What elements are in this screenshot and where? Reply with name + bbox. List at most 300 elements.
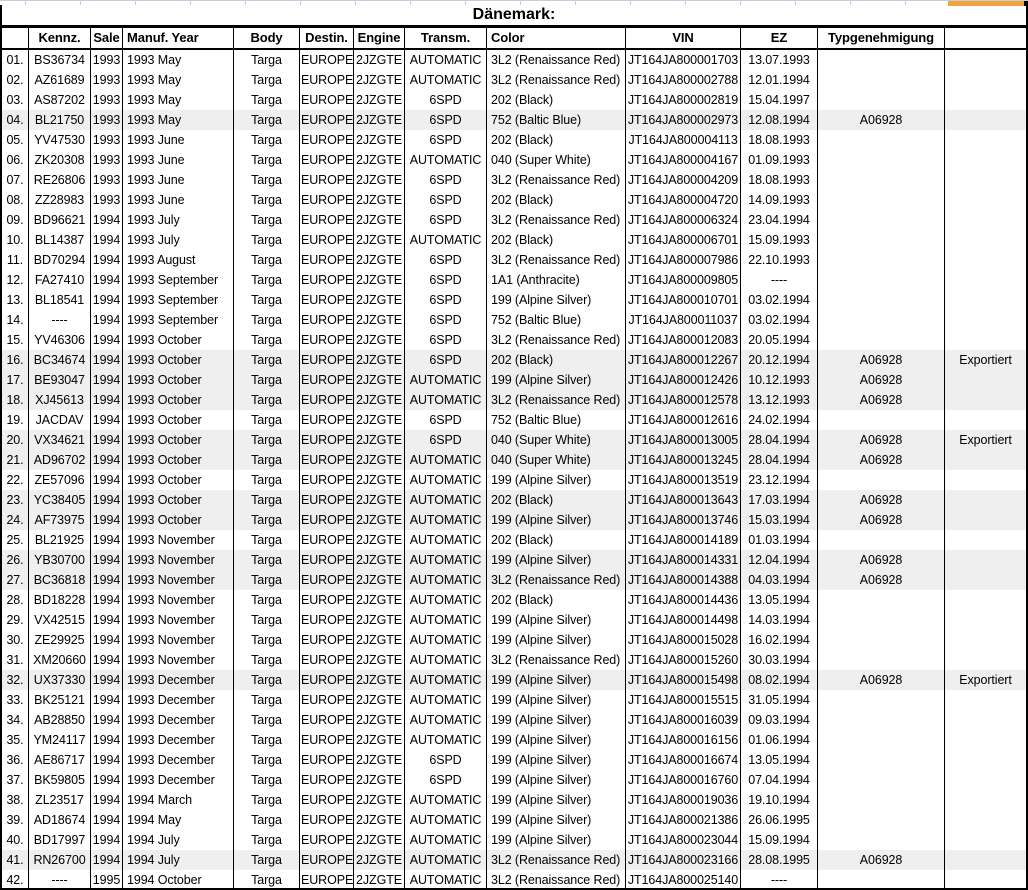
cell-color[interactable]: 199 (Alpine Silver) bbox=[487, 550, 626, 570]
cell-rownum[interactable]: 19. bbox=[2, 410, 29, 430]
cell-vin[interactable]: JT164JA800013643 bbox=[626, 490, 741, 510]
cell-destin[interactable]: EUROPE bbox=[300, 510, 354, 530]
cell-destin[interactable]: EUROPE bbox=[300, 170, 354, 190]
cell-sale[interactable]: 1993 bbox=[91, 90, 123, 110]
cell-note[interactable]: Exportiert bbox=[959, 433, 1012, 447]
cell-rownum[interactable]: 09. bbox=[2, 210, 29, 230]
cell-kennz[interactable]: AF73975 bbox=[29, 510, 91, 530]
cell-manuf-year[interactable]: 1993 May bbox=[123, 90, 234, 110]
cell-body[interactable]: Targa bbox=[234, 350, 300, 370]
cell-kennz[interactable]: AS87202 bbox=[29, 90, 91, 110]
cell-manuf-year[interactable]: 1993 July bbox=[123, 230, 234, 250]
cell-engine[interactable]: 2JZGTE bbox=[354, 330, 405, 350]
cell-manuf-year[interactable]: 1993 December bbox=[123, 750, 234, 770]
cell-kennz[interactable]: RN26700 bbox=[29, 850, 91, 870]
cell-kennz[interactable]: YV47530 bbox=[29, 130, 91, 150]
cell-manuf-year[interactable]: 1993 October bbox=[123, 330, 234, 350]
cell-body[interactable]: Targa bbox=[234, 850, 300, 870]
cell-note[interactable] bbox=[945, 310, 1026, 330]
cell-vin[interactable]: JT164JA800023166 bbox=[626, 850, 741, 870]
cell-transm[interactable]: 6SPD bbox=[405, 330, 487, 350]
cell-vin[interactable]: JT164JA800014189 bbox=[626, 530, 741, 550]
cell-color[interactable]: 199 (Alpine Silver) bbox=[487, 510, 626, 530]
cell-destin[interactable]: EUROPE bbox=[300, 790, 354, 810]
cell-manuf-year[interactable]: 1993 October bbox=[123, 370, 234, 390]
cell-sale[interactable]: 1993 bbox=[91, 190, 123, 210]
cell-vin[interactable]: JT164JA800015260 bbox=[626, 650, 741, 670]
cell-note[interactable] bbox=[945, 470, 1026, 490]
cell-color[interactable]: 3L2 (Renaissance Red) bbox=[487, 870, 626, 890]
cell-sale[interactable]: 1994 bbox=[91, 830, 123, 850]
cell-note[interactable] bbox=[945, 830, 1026, 850]
cell-sale[interactable]: 1993 bbox=[91, 50, 123, 70]
cell-engine[interactable]: 2JZGTE bbox=[354, 510, 405, 530]
cell-color[interactable]: 202 (Black) bbox=[487, 590, 626, 610]
cell-manuf-year[interactable]: 1993 October bbox=[123, 470, 234, 490]
cell-sale[interactable]: 1994 bbox=[91, 810, 123, 830]
cell-color[interactable]: 3L2 (Renaissance Red) bbox=[487, 210, 626, 230]
cell-ez[interactable]: 07.04.1994 bbox=[741, 770, 818, 790]
cell-manuf-year[interactable]: 1993 October bbox=[123, 390, 234, 410]
cell-destin[interactable]: EUROPE bbox=[300, 410, 354, 430]
cell-sale[interactable]: 1994 bbox=[91, 850, 123, 870]
column-header-manuf-year[interactable]: Manuf. Year bbox=[123, 28, 234, 48]
cell-vin[interactable]: JT164JA800014498 bbox=[626, 610, 741, 630]
cell-kennz[interactable]: BD70294 bbox=[29, 250, 91, 270]
cell-engine[interactable]: 2JZGTE bbox=[354, 270, 405, 290]
cell-vin[interactable]: JT164JA800013746 bbox=[626, 510, 741, 530]
cell-transm[interactable]: 6SPD bbox=[405, 210, 487, 230]
cell-color[interactable]: 3L2 (Renaissance Red) bbox=[487, 390, 626, 410]
cell-kennz[interactable]: BD17997 bbox=[29, 830, 91, 850]
cell-color[interactable]: 199 (Alpine Silver) bbox=[487, 690, 626, 710]
cell-manuf-year[interactable]: 1993 August bbox=[123, 250, 234, 270]
cell-rownum[interactable]: 23. bbox=[2, 490, 29, 510]
cell-engine[interactable]: 2JZGTE bbox=[354, 570, 405, 590]
column-header-body[interactable]: Body bbox=[234, 28, 300, 48]
cell-vin[interactable]: JT164JA800012426 bbox=[626, 370, 741, 390]
cell-typgenehmigung[interactable] bbox=[818, 330, 945, 350]
cell-destin[interactable]: EUROPE bbox=[300, 730, 354, 750]
cell-destin[interactable]: EUROPE bbox=[300, 270, 354, 290]
cell-engine[interactable]: 2JZGTE bbox=[354, 470, 405, 490]
cell-typgenehmigung[interactable] bbox=[818, 830, 945, 850]
cell-sale[interactable]: 1994 bbox=[91, 230, 123, 250]
cell-sale[interactable]: 1994 bbox=[91, 670, 123, 690]
cell-transm[interactable]: AUTOMATIC bbox=[405, 650, 487, 670]
cell-rownum[interactable]: 29. bbox=[2, 610, 29, 630]
column-header-transm[interactable]: Transm. bbox=[405, 28, 487, 48]
cell-kennz[interactable]: ---- bbox=[29, 870, 91, 890]
cell-sale[interactable]: 1994 bbox=[91, 530, 123, 550]
cell-body[interactable]: Targa bbox=[234, 590, 300, 610]
cell-manuf-year[interactable]: 1993 October bbox=[123, 450, 234, 470]
cell-transm[interactable]: AUTOMATIC bbox=[405, 710, 487, 730]
cell-body[interactable]: Targa bbox=[234, 830, 300, 850]
cell-transm[interactable]: 6SPD bbox=[405, 90, 487, 110]
cell-transm[interactable]: AUTOMATIC bbox=[405, 490, 487, 510]
cell-body[interactable]: Targa bbox=[234, 270, 300, 290]
cell-manuf-year[interactable]: 1993 October bbox=[123, 430, 234, 450]
cell-body[interactable]: Targa bbox=[234, 430, 300, 450]
cell-note[interactable] bbox=[945, 390, 1026, 410]
cell-color[interactable]: 3L2 (Renaissance Red) bbox=[487, 250, 626, 270]
cell-ez[interactable]: 22.10.1993 bbox=[741, 250, 818, 270]
column-header-rownum[interactable] bbox=[2, 28, 29, 48]
cell-rownum[interactable]: 33. bbox=[2, 690, 29, 710]
cell-typgenehmigung[interactable]: A06928 bbox=[818, 350, 945, 370]
cell-destin[interactable]: EUROPE bbox=[300, 430, 354, 450]
cell-body[interactable]: Targa bbox=[234, 150, 300, 170]
cell-rownum[interactable]: 05. bbox=[2, 130, 29, 150]
cell-typgenehmigung[interactable] bbox=[818, 170, 945, 190]
cell-typgenehmigung[interactable]: A06928 bbox=[818, 450, 945, 470]
cell-rownum[interactable]: 28. bbox=[2, 590, 29, 610]
cell-typgenehmigung[interactable] bbox=[818, 590, 945, 610]
cell-color[interactable]: 199 (Alpine Silver) bbox=[487, 370, 626, 390]
cell-kennz[interactable]: AD18674 bbox=[29, 810, 91, 830]
cell-body[interactable]: Targa bbox=[234, 170, 300, 190]
cell-vin[interactable]: JT164JA800015498 bbox=[626, 670, 741, 690]
cell-vin[interactable]: JT164JA800016760 bbox=[626, 770, 741, 790]
cell-ez[interactable]: 20.12.1994 bbox=[741, 350, 818, 370]
cell-engine[interactable]: 2JZGTE bbox=[354, 150, 405, 170]
cell-note[interactable] bbox=[945, 250, 1026, 270]
cell-kennz[interactable]: BL21925 bbox=[29, 530, 91, 550]
cell-kennz[interactable]: BK59805 bbox=[29, 770, 91, 790]
column-header-ez[interactable]: EZ bbox=[741, 28, 818, 48]
cell-typgenehmigung[interactable]: A06928 bbox=[818, 490, 945, 510]
cell-manuf-year[interactable]: 1993 September bbox=[123, 270, 234, 290]
cell-ez[interactable]: 18.08.1993 bbox=[741, 130, 818, 150]
cell-ez[interactable]: 13.05.1994 bbox=[741, 590, 818, 610]
cell-sale[interactable]: 1993 bbox=[91, 150, 123, 170]
cell-body[interactable]: Targa bbox=[234, 450, 300, 470]
cell-kennz[interactable]: BD96621 bbox=[29, 210, 91, 230]
cell-ez[interactable]: 31.05.1994 bbox=[741, 690, 818, 710]
cell-body[interactable]: Targa bbox=[234, 690, 300, 710]
cell-typgenehmigung[interactable] bbox=[818, 190, 945, 210]
cell-destin[interactable]: EUROPE bbox=[300, 90, 354, 110]
cell-typgenehmigung[interactable]: A06928 bbox=[818, 110, 945, 130]
cell-color[interactable]: 199 (Alpine Silver) bbox=[487, 830, 626, 850]
cell-transm[interactable]: 6SPD bbox=[405, 250, 487, 270]
cell-transm[interactable]: AUTOMATIC bbox=[405, 570, 487, 590]
column-header-kennz[interactable]: Kennz. bbox=[29, 28, 91, 48]
cell-body[interactable]: Targa bbox=[234, 190, 300, 210]
cell-rownum[interactable]: 02. bbox=[2, 70, 29, 90]
cell-note[interactable] bbox=[945, 230, 1026, 250]
cell-engine[interactable]: 2JZGTE bbox=[354, 90, 405, 110]
cell-destin[interactable]: EUROPE bbox=[300, 110, 354, 130]
cell-body[interactable]: Targa bbox=[234, 70, 300, 90]
cell-rownum[interactable]: 14. bbox=[2, 310, 29, 330]
cell-typgenehmigung[interactable] bbox=[818, 790, 945, 810]
cell-vin[interactable]: JT164JA800015028 bbox=[626, 630, 741, 650]
cell-destin[interactable]: EUROPE bbox=[300, 150, 354, 170]
cell-note[interactable] bbox=[945, 770, 1026, 790]
cell-vin[interactable]: JT164JA800019036 bbox=[626, 790, 741, 810]
cell-body[interactable]: Targa bbox=[234, 470, 300, 490]
cell-destin[interactable]: EUROPE bbox=[300, 670, 354, 690]
cell-note[interactable] bbox=[945, 850, 1026, 870]
cell-manuf-year[interactable]: 1993 November bbox=[123, 530, 234, 550]
cell-kennz[interactable]: YB30700 bbox=[29, 550, 91, 570]
cell-ez[interactable]: 12.01.1994 bbox=[741, 70, 818, 90]
cell-destin[interactable]: EUROPE bbox=[300, 390, 354, 410]
cell-engine[interactable]: 2JZGTE bbox=[354, 630, 405, 650]
cell-ez[interactable]: 28.04.1994 bbox=[741, 450, 818, 470]
cell-transm[interactable]: 6SPD bbox=[405, 430, 487, 450]
cell-engine[interactable]: 2JZGTE bbox=[354, 730, 405, 750]
cell-note[interactable] bbox=[945, 370, 1026, 390]
cell-typgenehmigung[interactable] bbox=[818, 750, 945, 770]
cell-body[interactable]: Targa bbox=[234, 410, 300, 430]
cell-engine[interactable]: 2JZGTE bbox=[354, 370, 405, 390]
cell-color[interactable]: 199 (Alpine Silver) bbox=[487, 470, 626, 490]
cell-destin[interactable]: EUROPE bbox=[300, 50, 354, 70]
cell-body[interactable]: Targa bbox=[234, 650, 300, 670]
cell-rownum[interactable]: 39. bbox=[2, 810, 29, 830]
cell-body[interactable]: Targa bbox=[234, 790, 300, 810]
cell-vin[interactable]: JT164JA800010701 bbox=[626, 290, 741, 310]
cell-typgenehmigung[interactable] bbox=[818, 270, 945, 290]
cell-ez[interactable]: 01.03.1994 bbox=[741, 530, 818, 550]
cell-kennz[interactable]: AZ61689 bbox=[29, 70, 91, 90]
cell-ez[interactable]: 13.07.1993 bbox=[741, 50, 818, 70]
cell-transm[interactable]: AUTOMATIC bbox=[405, 830, 487, 850]
column-header-typgenehmigung[interactable]: Typgenehmigung bbox=[818, 28, 945, 48]
cell-color[interactable]: 752 (Baltic Blue) bbox=[487, 110, 626, 130]
cell-body[interactable]: Targa bbox=[234, 90, 300, 110]
cell-vin[interactable]: JT164JA800004209 bbox=[626, 170, 741, 190]
cell-vin[interactable]: JT164JA800002788 bbox=[626, 70, 741, 90]
cell-manuf-year[interactable]: 1994 July bbox=[123, 850, 234, 870]
cell-rownum[interactable]: 20. bbox=[2, 430, 29, 450]
cell-rownum[interactable]: 40. bbox=[2, 830, 29, 850]
cell-manuf-year[interactable]: 1993 November bbox=[123, 650, 234, 670]
cell-sale[interactable]: 1994 bbox=[91, 470, 123, 490]
cell-vin[interactable]: JT164JA800013519 bbox=[626, 470, 741, 490]
cell-typgenehmigung[interactable] bbox=[818, 250, 945, 270]
cell-kennz[interactable]: RE26806 bbox=[29, 170, 91, 190]
cell-manuf-year[interactable]: 1993 September bbox=[123, 290, 234, 310]
cell-vin[interactable]: JT164JA800004167 bbox=[626, 150, 741, 170]
cell-color[interactable]: 1A1 (Anthracite) bbox=[487, 270, 626, 290]
cell-engine[interactable]: 2JZGTE bbox=[354, 430, 405, 450]
cell-sale[interactable]: 1994 bbox=[91, 550, 123, 570]
cell-body[interactable]: Targa bbox=[234, 50, 300, 70]
cell-rownum[interactable]: 18. bbox=[2, 390, 29, 410]
cell-note[interactable] bbox=[945, 70, 1026, 90]
cell-engine[interactable]: 2JZGTE bbox=[354, 710, 405, 730]
cell-destin[interactable]: EUROPE bbox=[300, 470, 354, 490]
cell-destin[interactable]: EUROPE bbox=[300, 370, 354, 390]
cell-body[interactable]: Targa bbox=[234, 770, 300, 790]
cell-transm[interactable]: AUTOMATIC bbox=[405, 70, 487, 90]
cell-kennz[interactable]: BD18228 bbox=[29, 590, 91, 610]
cell-manuf-year[interactable]: 1993 October bbox=[123, 510, 234, 530]
cell-engine[interactable]: 2JZGTE bbox=[354, 230, 405, 250]
cell-vin[interactable]: JT164JA800009805 bbox=[626, 270, 741, 290]
cell-destin[interactable]: EUROPE bbox=[300, 870, 354, 890]
cell-ez[interactable]: ---- bbox=[741, 870, 818, 890]
cell-typgenehmigung[interactable]: A06928 bbox=[818, 670, 945, 690]
column-header-sale[interactable]: Sale bbox=[91, 28, 123, 48]
cell-transm[interactable]: 6SPD bbox=[405, 270, 487, 290]
cell-manuf-year[interactable]: 1993 May bbox=[123, 110, 234, 130]
cell-sale[interactable]: 1994 bbox=[91, 710, 123, 730]
cell-color[interactable]: 202 (Black) bbox=[487, 230, 626, 250]
cell-vin[interactable]: JT164JA800016156 bbox=[626, 730, 741, 750]
cell-body[interactable]: Targa bbox=[234, 110, 300, 130]
cell-engine[interactable]: 2JZGTE bbox=[354, 590, 405, 610]
column-header-note[interactable] bbox=[945, 28, 1026, 48]
cell-engine[interactable]: 2JZGTE bbox=[354, 870, 405, 890]
cell-vin[interactable]: JT164JA800014331 bbox=[626, 550, 741, 570]
cell-rownum[interactable]: 24. bbox=[2, 510, 29, 530]
cell-typgenehmigung[interactable] bbox=[818, 70, 945, 90]
cell-vin[interactable]: JT164JA800012578 bbox=[626, 390, 741, 410]
cell-color[interactable]: 3L2 (Renaissance Red) bbox=[487, 850, 626, 870]
cell-color[interactable]: 202 (Black) bbox=[487, 130, 626, 150]
cell-kennz[interactable]: BC34674 bbox=[29, 350, 91, 370]
cell-destin[interactable]: EUROPE bbox=[300, 830, 354, 850]
cell-sale[interactable]: 1994 bbox=[91, 290, 123, 310]
cell-typgenehmigung[interactable] bbox=[818, 410, 945, 430]
cell-sale[interactable]: 1993 bbox=[91, 170, 123, 190]
cell-sale[interactable]: 1994 bbox=[91, 270, 123, 290]
cell-rownum[interactable]: 30. bbox=[2, 630, 29, 650]
cell-note[interactable] bbox=[945, 750, 1026, 770]
cell-color[interactable]: 3L2 (Renaissance Red) bbox=[487, 170, 626, 190]
cell-note[interactable] bbox=[945, 510, 1026, 530]
cell-body[interactable]: Targa bbox=[234, 210, 300, 230]
cell-ez[interactable]: 08.02.1994 bbox=[741, 670, 818, 690]
cell-note[interactable] bbox=[945, 530, 1026, 550]
cell-color[interactable]: 040 (Super White) bbox=[487, 430, 626, 450]
cell-typgenehmigung[interactable] bbox=[818, 810, 945, 830]
cell-ez[interactable]: 28.04.1994 bbox=[741, 430, 818, 450]
cell-transm[interactable]: AUTOMATIC bbox=[405, 610, 487, 630]
cell-vin[interactable]: JT164JA800012083 bbox=[626, 330, 741, 350]
cell-vin[interactable]: JT164JA800002973 bbox=[626, 110, 741, 130]
cell-ez[interactable]: 03.02.1994 bbox=[741, 310, 818, 330]
cell-color[interactable]: 202 (Black) bbox=[487, 350, 626, 370]
cell-destin[interactable]: EUROPE bbox=[300, 190, 354, 210]
cell-kennz[interactable]: UX37330 bbox=[29, 670, 91, 690]
cell-destin[interactable]: EUROPE bbox=[300, 70, 354, 90]
cell-sale[interactable]: 1994 bbox=[91, 390, 123, 410]
cell-transm[interactable]: AUTOMATIC bbox=[405, 850, 487, 870]
cell-note[interactable] bbox=[945, 870, 1026, 890]
cell-transm[interactable]: AUTOMATIC bbox=[405, 510, 487, 530]
cell-ez[interactable]: 17.03.1994 bbox=[741, 490, 818, 510]
cell-engine[interactable]: 2JZGTE bbox=[354, 450, 405, 470]
cell-ez[interactable]: 15.03.1994 bbox=[741, 510, 818, 530]
cell-kennz[interactable]: ZK20308 bbox=[29, 150, 91, 170]
cell-transm[interactable]: AUTOMATIC bbox=[405, 810, 487, 830]
cell-color[interactable]: 3L2 (Renaissance Red) bbox=[487, 650, 626, 670]
cell-manuf-year[interactable]: 1993 December bbox=[123, 710, 234, 730]
cell-sale[interactable]: 1994 bbox=[91, 510, 123, 530]
cell-engine[interactable]: 2JZGTE bbox=[354, 850, 405, 870]
cell-body[interactable]: Targa bbox=[234, 130, 300, 150]
cell-body[interactable]: Targa bbox=[234, 870, 300, 890]
cell-rownum[interactable]: 11. bbox=[2, 250, 29, 270]
cell-typgenehmigung[interactable] bbox=[818, 130, 945, 150]
cell-color[interactable]: 202 (Black) bbox=[487, 190, 626, 210]
cell-transm[interactable]: AUTOMATIC bbox=[405, 370, 487, 390]
cell-manuf-year[interactable]: 1993 June bbox=[123, 150, 234, 170]
cell-engine[interactable]: 2JZGTE bbox=[354, 610, 405, 630]
cell-note[interactable] bbox=[945, 790, 1026, 810]
cell-ez[interactable]: 12.04.1994 bbox=[741, 550, 818, 570]
cell-note[interactable] bbox=[945, 650, 1026, 670]
cell-kennz[interactable]: ZE57096 bbox=[29, 470, 91, 490]
cell-rownum[interactable]: 38. bbox=[2, 790, 29, 810]
cell-ez[interactable]: 15.09.1994 bbox=[741, 830, 818, 850]
cell-transm[interactable]: AUTOMATIC bbox=[405, 390, 487, 410]
cell-ez[interactable]: 13.05.1994 bbox=[741, 750, 818, 770]
cell-engine[interactable]: 2JZGTE bbox=[354, 290, 405, 310]
cell-engine[interactable]: 2JZGTE bbox=[354, 210, 405, 230]
cell-transm[interactable]: AUTOMATIC bbox=[405, 690, 487, 710]
cell-kennz[interactable]: YV46306 bbox=[29, 330, 91, 350]
cell-typgenehmigung[interactable] bbox=[818, 870, 945, 890]
cell-transm[interactable]: 6SPD bbox=[405, 130, 487, 150]
cell-engine[interactable]: 2JZGTE bbox=[354, 810, 405, 830]
cell-note[interactable] bbox=[945, 710, 1026, 730]
cell-manuf-year[interactable]: 1993 June bbox=[123, 190, 234, 210]
cell-sale[interactable]: 1994 bbox=[91, 690, 123, 710]
cell-note[interactable] bbox=[945, 90, 1026, 110]
cell-body[interactable]: Targa bbox=[234, 230, 300, 250]
cell-manuf-year[interactable]: 1993 November bbox=[123, 570, 234, 590]
cell-note[interactable] bbox=[945, 50, 1026, 70]
cell-note[interactable] bbox=[945, 290, 1026, 310]
cell-kennz[interactable]: VX42515 bbox=[29, 610, 91, 630]
cell-ez[interactable]: 09.03.1994 bbox=[741, 710, 818, 730]
cell-ez[interactable]: 23.12.1994 bbox=[741, 470, 818, 490]
cell-body[interactable]: Targa bbox=[234, 810, 300, 830]
cell-color[interactable]: 199 (Alpine Silver) bbox=[487, 610, 626, 630]
cell-vin[interactable]: JT164JA800025140 bbox=[626, 870, 741, 890]
column-header-engine[interactable]: Engine bbox=[354, 28, 405, 48]
cell-transm[interactable]: AUTOMATIC bbox=[405, 670, 487, 690]
cell-sale[interactable]: 1994 bbox=[91, 790, 123, 810]
column-header-color[interactable]: Color bbox=[487, 28, 626, 48]
cell-engine[interactable]: 2JZGTE bbox=[354, 110, 405, 130]
cell-rownum[interactable]: 32. bbox=[2, 670, 29, 690]
cell-transm[interactable]: 6SPD bbox=[405, 190, 487, 210]
cell-note[interactable] bbox=[945, 570, 1026, 590]
cell-body[interactable]: Targa bbox=[234, 530, 300, 550]
cell-color[interactable]: 3L2 (Renaissance Red) bbox=[487, 50, 626, 70]
cell-note[interactable] bbox=[945, 590, 1026, 610]
cell-note[interactable] bbox=[945, 330, 1026, 350]
cell-color[interactable]: 040 (Super White) bbox=[487, 450, 626, 470]
cell-manuf-year[interactable]: 1993 July bbox=[123, 210, 234, 230]
cell-destin[interactable]: EUROPE bbox=[300, 210, 354, 230]
cell-ez[interactable]: 14.09.1993 bbox=[741, 190, 818, 210]
cell-manuf-year[interactable]: 1993 December bbox=[123, 770, 234, 790]
cell-sale[interactable]: 1993 bbox=[91, 110, 123, 130]
cell-manuf-year[interactable]: 1994 March bbox=[123, 790, 234, 810]
cell-transm[interactable]: AUTOMATIC bbox=[405, 230, 487, 250]
cell-transm[interactable]: 6SPD bbox=[405, 110, 487, 130]
cell-manuf-year[interactable]: 1994 October bbox=[123, 870, 234, 890]
